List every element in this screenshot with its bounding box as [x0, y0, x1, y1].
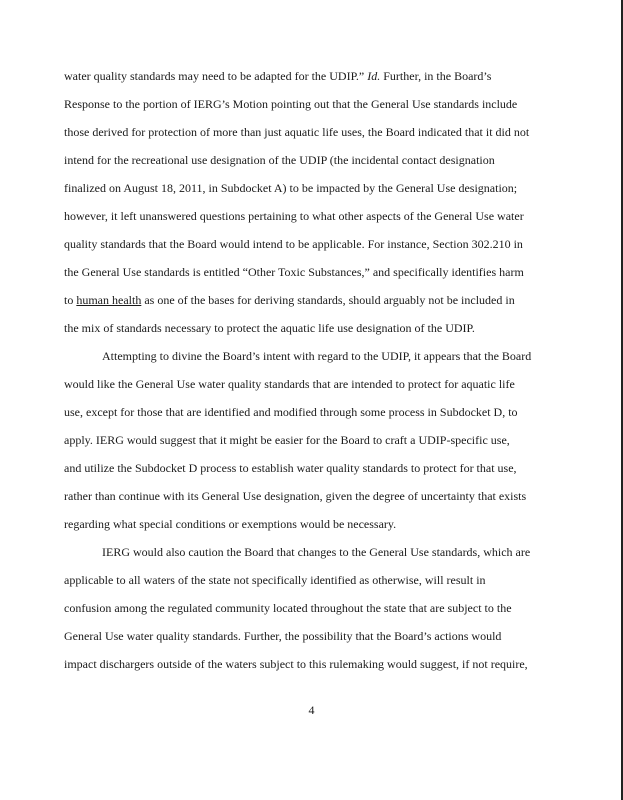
text-line: [64, 258, 554, 286]
citation-id: Id.: [367, 69, 381, 83]
text-line: [64, 174, 554, 202]
text-run: quality standards that the Board would intend to be applicable. For instance, Section 302.210 in: [64, 237, 523, 251]
paragraph: [64, 62, 554, 342]
text-line: [64, 650, 554, 678]
text-run: impact dischargers outside of the waters subject to this rulemaking would suggest, if not require,: [64, 657, 528, 671]
text-line: [64, 510, 554, 538]
text-run: and utilize the Subdocket D process to establish water quality standards to protect for that use,: [64, 461, 517, 475]
text-line: [64, 370, 554, 398]
text-run: finalized on August 18, 2011, in Subdocket A) to be impacted by the General Use designation;: [64, 181, 518, 195]
text-run: as one of the bases for deriving standards, should arguably not be included in: [141, 293, 515, 307]
text-run: intend for the recreational use designation of the UDIP (the incidental contact designation: [64, 153, 495, 167]
text-line: [64, 146, 554, 174]
paragraph: [64, 538, 554, 678]
text-run: confusion among the regulated community located throughout the state that are subject to the: [64, 601, 512, 615]
text-run: water quality standards may need to be adapted for the UDIP.”: [64, 69, 368, 83]
text-line: [64, 538, 554, 566]
page-number: 4: [308, 703, 315, 717]
text-line: [64, 454, 554, 482]
text-line: [64, 230, 554, 258]
text-line: [64, 426, 554, 454]
text-run: applicable to all waters of the state not specifically identified as otherwise, will result in: [64, 573, 486, 587]
text-line: [64, 90, 554, 118]
text-line: [64, 482, 554, 510]
text-run: would like the General Use water quality standards that are intended to protect for aquatic life: [64, 377, 515, 391]
text-line: [64, 118, 554, 146]
text-line: [64, 286, 554, 314]
text-run: use, except for those that are identified and modified through some process in Subdocket D, to: [64, 405, 518, 419]
text-run: those derived for protection of more than just aquatic life uses, the Board indicated that it did not: [64, 125, 530, 139]
text-run: Further, in the Board’s: [380, 69, 492, 83]
text-line: [64, 566, 554, 594]
text-line: [64, 342, 554, 370]
text-line: [64, 398, 554, 426]
text-run: regarding what special conditions or exemptions would be necessary.: [64, 517, 397, 531]
text-run: to: [64, 293, 77, 307]
text-run: Attempting to divine the Board’s intent with regard to the UDIP, it appears that the Board: [102, 349, 532, 363]
text-run: General Use water quality standards. Further, the possibility that the Board’s actions would: [64, 629, 502, 643]
text-line: [64, 202, 554, 230]
text-run: IERG would also caution the Board that changes to the General Use standards, which are: [102, 545, 531, 559]
text-line: [64, 314, 554, 342]
text-run: however, it left unanswered questions pertaining to what other aspects of the General Use water: [64, 209, 524, 223]
text-run: apply. IERG would suggest that it might be easier for the Board to craft a UDIP-specific use,: [64, 433, 510, 447]
text-line: [64, 62, 554, 90]
text-run: rather than continue with its General Use designation, given the degree of uncertainty that exists: [64, 489, 527, 503]
underlined-phrase: human health: [76, 293, 142, 307]
text-run: Response to the portion of IERG’s Motion pointing out that the General Use standards include: [64, 97, 518, 111]
text-run: the mix of standards necessary to protect the aquatic life use designation of the UDIP.: [64, 321, 475, 335]
text-line: [64, 622, 554, 650]
text-run: the General Use standards is entitled “Other Toxic Substances,” and specifically identifies harm: [64, 265, 524, 279]
document-body: [64, 62, 554, 678]
paragraph: [64, 342, 554, 538]
text-line: [64, 594, 554, 622]
